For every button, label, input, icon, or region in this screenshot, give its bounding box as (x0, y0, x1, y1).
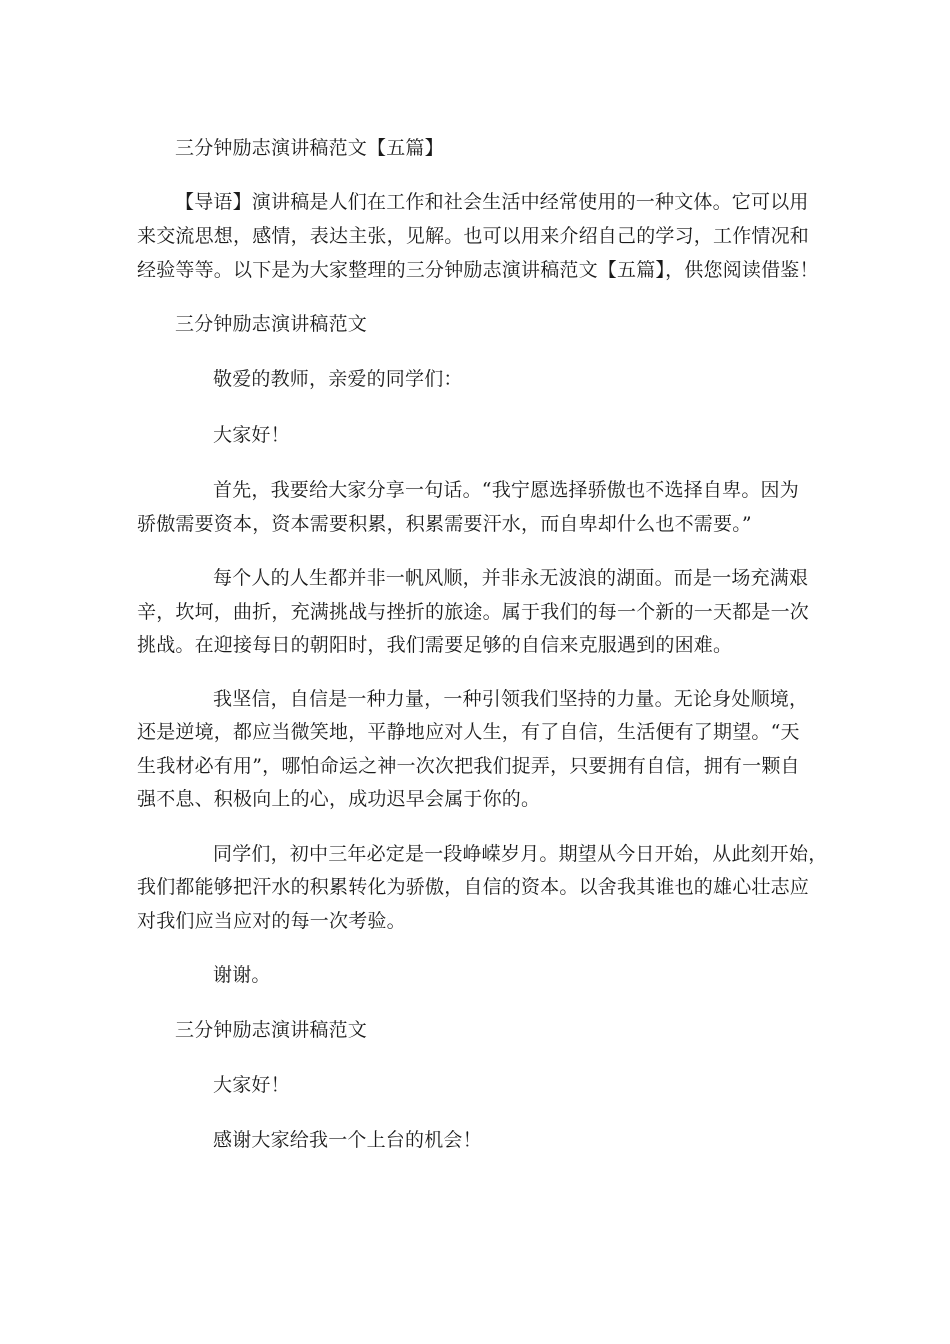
section1-greeting: 大家好！ (213, 424, 290, 446)
section1-heading: 三分钟励志演讲稿范文 (175, 313, 368, 335)
section1-p2-line-1: 每个人的人生都并非一帆风顺，并非永无波浪的湖面。而是一场充满艰 (213, 567, 809, 589)
section1-p2-line-3: 挑战。在迎接每日的朝阳时，我们需要足够的自信来克服遇到的困难。 (137, 634, 733, 656)
section1-p4-line-2: 我们都能够把汗水的积累转化为骄傲，自信的资本。以舍我其谁也的雄心壮志应 (137, 876, 810, 898)
section1-p3-line-4: 强不息、积极向上的心，成功迟早会属于你的。 (137, 788, 541, 810)
section2-heading: 三分钟励志演讲稿范文 (175, 1019, 368, 1041)
section1-salutation: 敬爱的教师，亲爱的同学们： (213, 368, 463, 390)
intro-line-2: 来交流思想，感情，表达主张，见解。也可以用来介绍自己的学习，工作情况和 (137, 225, 810, 247)
section1-p4-line-3: 对我们应当应对的每一次考验。 (137, 910, 406, 932)
section1-closing: 谢谢。 (213, 964, 271, 986)
section1-p4-line-1: 同学们，初中三年必定是一段峥嵘岁月。期望从今日开始，从此刻开始， (213, 843, 828, 865)
section2-p1: 感谢大家给我一个上台的机会！ (213, 1129, 482, 1151)
section1-p3-line-3: 生我材必有用”，哪怕命运之神一次次把我们捉弄，只要拥有自信，拥有一颗自 (137, 755, 800, 777)
section1-p3-line-1: 我坚信，自信是一种力量，一种引领我们坚持的力量。无论身处顺境， (213, 688, 809, 710)
document-title: 三分钟励志演讲稿范文【五篇】 (175, 137, 444, 159)
section1-p1-line-1: 首先，我要给大家分享一句话。“我宁愿选择骄傲也不选择自卑。因为 (213, 479, 799, 501)
section1-p2-line-2: 辛，坎坷，曲折，充满挑战与挫折的旅途。属于我们的每一个新的一天都是一次 (137, 601, 810, 623)
intro-line-3: 经验等等。以下是为大家整理的三分钟励志演讲稿范文【五篇】，供您阅读借鉴！ (137, 259, 819, 281)
section1-p3-line-2: 还是逆境，都应当微笑地，平静地应对人生，有了自信，生活便有了期望。“天 (137, 721, 800, 743)
intro-line-1: 【导语】演讲稿是人们在工作和社会生活中经常使用的一种文体。它可以用 (175, 191, 809, 213)
section2-greeting: 大家好！ (213, 1074, 290, 1096)
section1-p1-line-2: 骄傲需要资本，资本需要积累，积累需要汗水，而自卑却什么也不需要。” (137, 513, 752, 535)
